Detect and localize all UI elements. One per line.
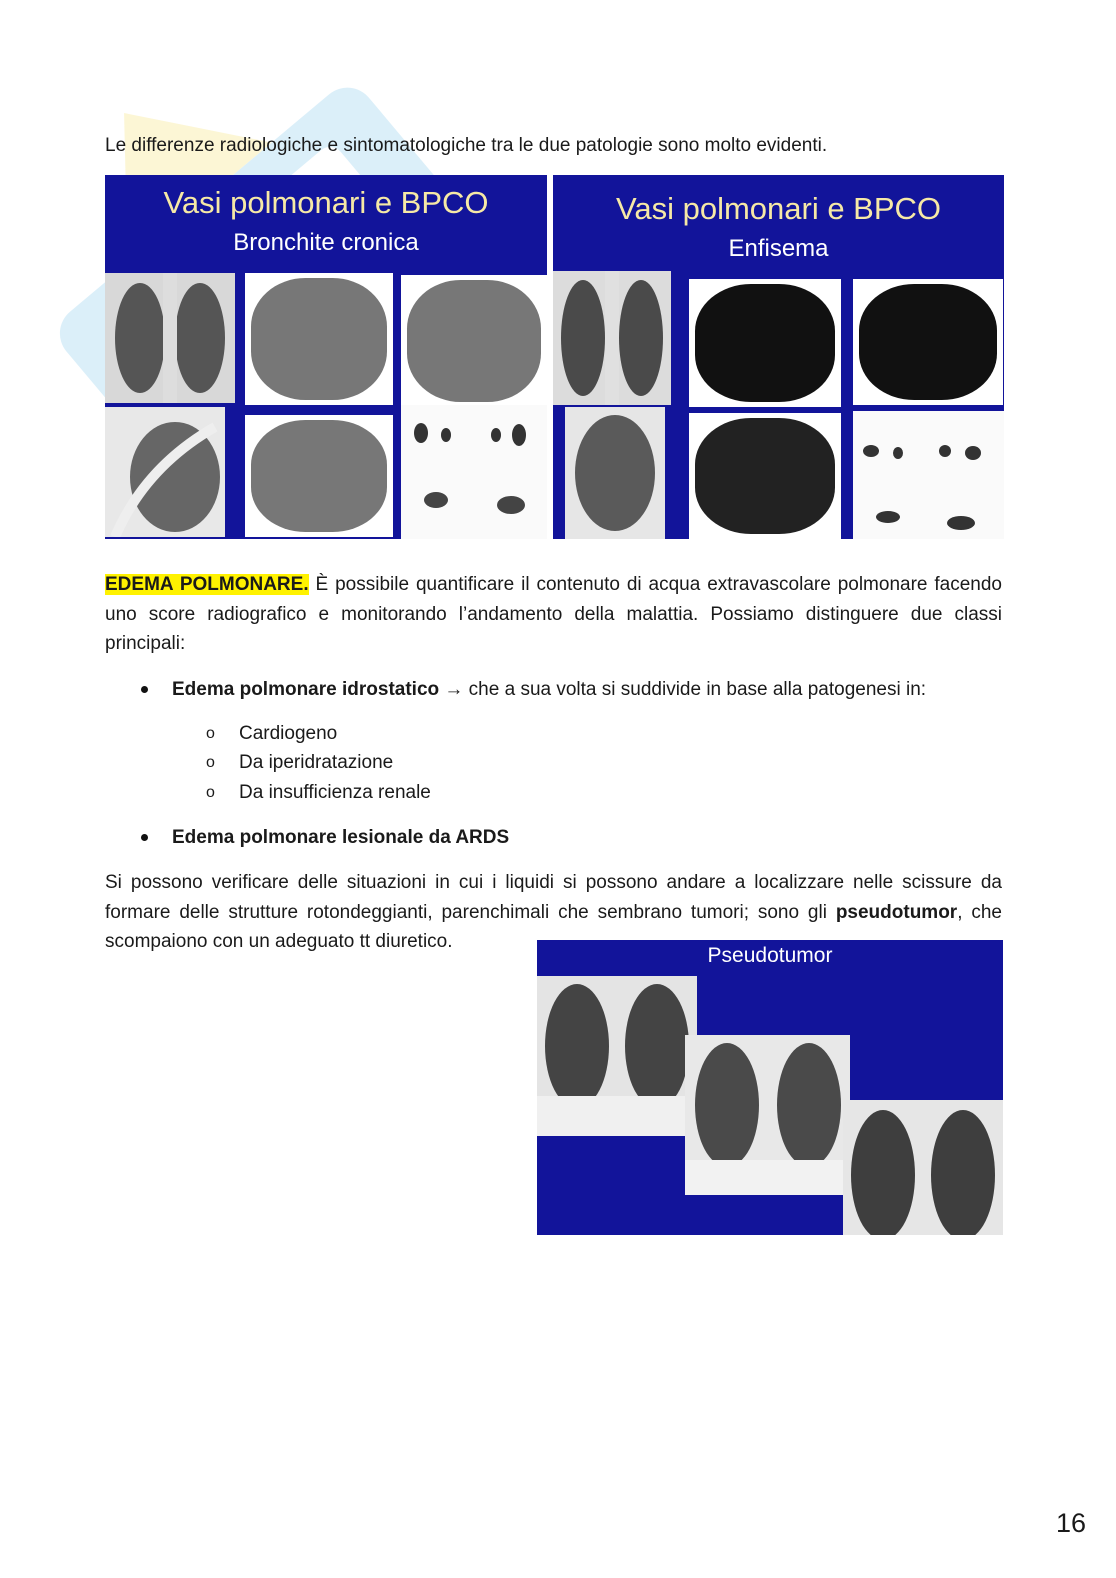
sub-list-item: Da iperidratazione — [239, 752, 394, 773]
ct-scan-image — [401, 275, 547, 407]
ct-scan-image — [245, 273, 393, 405]
slide-title: Vasi polmonari e BPCO — [615, 191, 942, 226]
lateral-xray-image — [105, 407, 225, 537]
slide-title: Pseudotumor — [707, 944, 833, 967]
slide-enfisema — [553, 175, 1004, 539]
edema-paragraph — [105, 570, 1002, 659]
slide-bronchite-cronica — [105, 175, 547, 539]
bullet-dot — [141, 834, 148, 841]
ct-scan-image — [245, 415, 393, 537]
slide-subtitle: Bronchite cronica — [233, 229, 419, 256]
chest-xray-image — [843, 1100, 1003, 1235]
sub-bullet-icon: o — [206, 725, 215, 742]
chest-xray-image — [553, 271, 671, 405]
list-item — [172, 823, 509, 853]
chest-xray-image — [105, 273, 235, 403]
list-item — [172, 675, 1002, 705]
sub-bullet-icon: o — [206, 784, 215, 801]
closing-text: Si possono verificare delle situazioni in cui i liquidi si possono andare a localizzare nelle scissure da formare delle strutture rotondeggianti, parenchimali che sembrano tumori; sono gli — [105, 872, 1002, 923]
ct-scan-image — [853, 279, 1003, 405]
section-heading: EDEMA POLMONARE. — [105, 574, 309, 595]
list-item-text: → che a sua volta si suddivide in base alla patogenesi in: — [439, 679, 927, 700]
closing-bold: pseudotumor — [835, 901, 958, 923]
list-item-bold: Edema polmonare lesionale da ARDS — [172, 827, 510, 848]
scintigraphy-image — [853, 411, 1004, 539]
scintigraphy-image — [401, 405, 547, 539]
slide-subtitle: Enfisema — [728, 235, 829, 262]
sub-list-item: Da insufficienza renale — [239, 782, 431, 803]
section-text: È possibile quantificare il contenuto di acqua extravascolare polmonare facendo uno score radiografico e monitorando l’andamento della malattia. Possiamo distinguere due classi principali: — [105, 574, 1003, 654]
ct-scan-image — [689, 413, 841, 539]
page-number: 16 — [1055, 1508, 1086, 1538]
bullet-dot — [141, 686, 148, 693]
slide-title: Vasi polmonari e BPCO — [163, 185, 489, 220]
lateral-xray-image — [565, 407, 665, 539]
chest-xray-image — [537, 976, 697, 1136]
list-item-bold: Edema polmonare idrostatico — [172, 679, 440, 700]
sub-bullet-icon: o — [206, 754, 215, 771]
chest-xray-image — [685, 1035, 850, 1195]
intro-text: Le differenze radiologiche e sintomatologiche tra le due patologie sono molto evidenti. — [105, 135, 828, 156]
sub-list-item: Cardiogeno — [239, 723, 338, 744]
slide-pseudotumor — [537, 940, 1003, 1235]
ct-scan-image — [689, 279, 841, 407]
closing-text-after: , che scompaiono con un adeguato tt diuretico. — [105, 901, 1002, 952]
